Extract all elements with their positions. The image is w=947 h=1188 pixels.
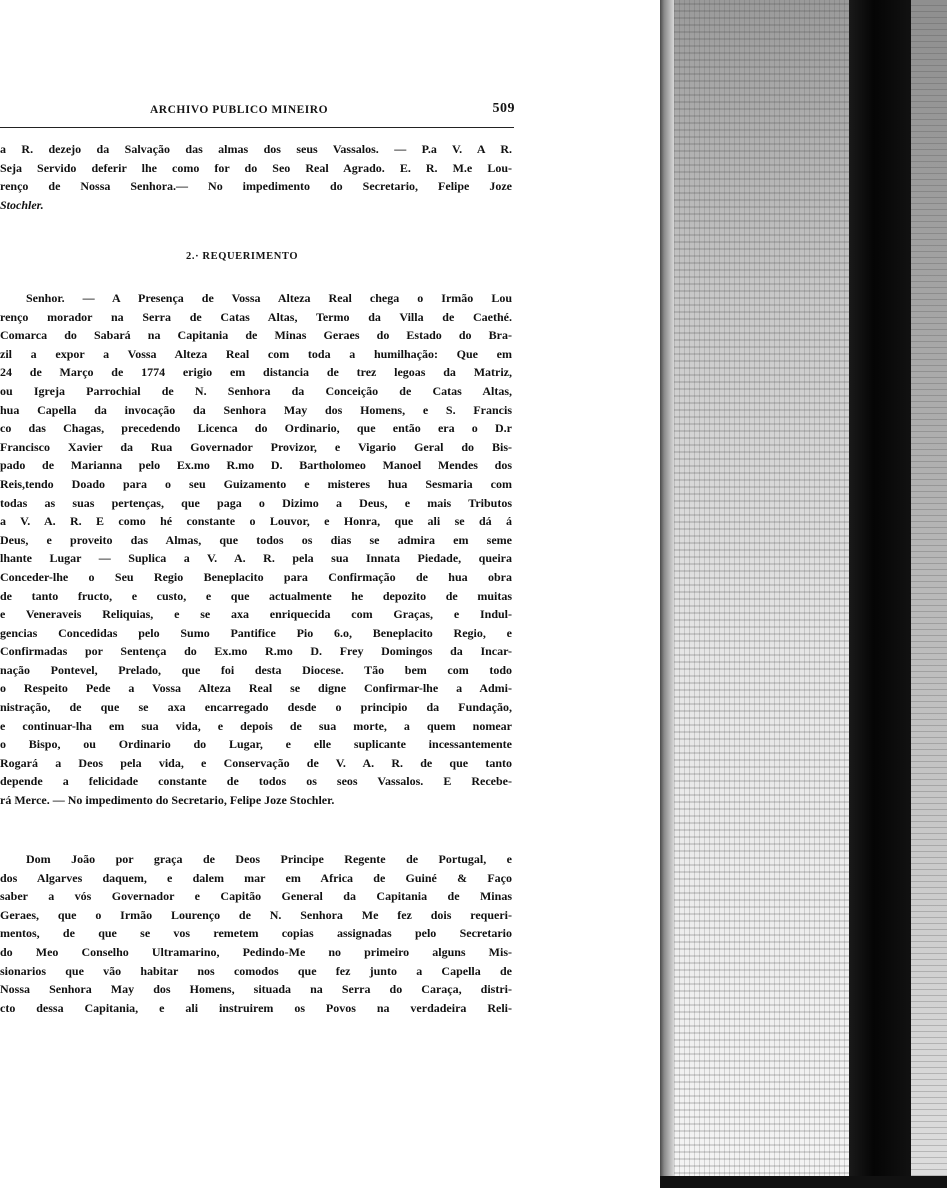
text-line: gencias Concedidas pelo Sumo Pantifice Pio 6.o, Beneplacito Regio, e <box>0 625 512 640</box>
text-line: depende a felicidade constante de todos os seos Vassalos. E Recebe- <box>0 774 512 789</box>
text-line: Rogará a Deos pela vida, e Conservação de V. A. R. de que tanto <box>0 755 512 770</box>
text-line: Geraes, que o Irmão Lourenço de N. Senhora Me fez dois requeri- <box>0 907 512 922</box>
scan-bottom-edge <box>660 1176 947 1188</box>
text-line: hua Capella da invocação da Senhora May dos Homens, e S. Francis <box>0 402 512 417</box>
scan-right-edge <box>911 0 947 1188</box>
text-line: todas as suas pertenças, que paga o Dizimo a Deus, e mais Tributos <box>0 495 512 510</box>
royal-letter-paragraph <box>0 850 512 1017</box>
text-line: Francisco Xavier da Rua Governador Provizor, e Vigario Geral do Bis- <box>0 439 512 454</box>
text-line: Deus, e proveito das Almas, que todos os dias se admira em seme <box>0 532 512 547</box>
text-line: sionarios que vão habitar nos comodos que fez junto a Capella de <box>0 963 512 978</box>
header-title: ARCHIVO PUBLICO MINEIRO <box>150 104 329 116</box>
text-line: Conceder-lhe o Seu Regio Beneplacito para Confirmação de hua obra <box>0 569 512 584</box>
text-line: dos Algarves daquem, e dalem mar em Africa de Guiné & Faço <box>0 870 512 885</box>
text-line: Stochler. <box>0 197 44 212</box>
text-line: cto dessa Capitania, e ali instruirem os Povos na verdadeira Reli- <box>0 1000 512 1015</box>
running-header <box>10 100 515 122</box>
section-heading: 2.· REQUERIMENTO <box>186 251 299 262</box>
text-line: saber a vós Governador e Capitão General da Capitania de Minas <box>0 889 512 904</box>
text-line: lhante Lugar — Suplica a V. A. R. pela sua Innata Piedade, queira <box>0 551 512 566</box>
binding-shadow-bar <box>849 0 911 1188</box>
text-line: nação Pontevel, Prelado, que foi desta Diocese. Tão bem com todo <box>0 662 512 677</box>
text-line: renço morador na Serra de Catas Altas, Termo da Villa de Caethé. <box>0 309 512 324</box>
text-line: e continuar-lha em sua vida, e depois de sua morte, a quem nomear <box>0 718 512 733</box>
text-line: Senhor. — A Presença de Vossa Alteza Real chega o Irmão Lou <box>26 291 512 305</box>
text-line: a V. A. R. E como hé constante o Louvor, e Honra, que ali se dá á <box>0 514 512 529</box>
text-line: Nossa Senhora May dos Homens, situada na Serra do Caraça, distri- <box>0 982 512 997</box>
text-line: co das Chagas, precedendo Licenca do Ordinario, que então era o D.r <box>0 421 512 436</box>
header-rule <box>0 127 514 128</box>
text-line: Dom João por graça de Deos Principe Regente de Portugal, e <box>26 852 512 866</box>
text-line: nistração, de que se axa encarregado desde o principio da Fundação, <box>0 700 512 715</box>
text-line: rá Merce. — No impedimento do Secretario, Felipe Joze Stochler. <box>0 793 335 808</box>
text-line: 24 de Março de 1774 erigio em distancia de trez legoas da Matriz, <box>0 365 512 380</box>
text-line: mentos, de que se vos remetem copias assignadas pelo Secretario <box>0 926 512 941</box>
text-line: de tanto fructo, e custo, e que actualmente he depozito de muitas <box>0 588 512 603</box>
text-line: a R. dezejo da Salvação das almas dos seus Vassalos. — P.a V. A R. <box>0 142 512 156</box>
text-line: ou Igreja Parrochial de N. Senhora da Conceição de Catas Altas, <box>0 383 512 398</box>
page-edge-shadow <box>660 0 674 1188</box>
intro-paragraph <box>0 140 512 214</box>
petition-paragraph <box>0 289 512 810</box>
text-line: Seja Servido deferir lhe como for do Seo Real Agrado. E. R. M.e Lou- <box>0 160 512 175</box>
text-line: zil a expor a Vossa Alteza Real com toda a humilhação: Que em <box>0 346 512 361</box>
text-line: o Respeito Pede a Vossa Alteza Real se digne Confirmar-lhe a Admi- <box>0 681 512 696</box>
text-line: Confirmadas por Sentença do Ex.mo R.mo D. Frey Domingos da Incar- <box>0 644 512 659</box>
text-line: o Bispo, ou Ordinario do Lugar, e elle suplicante incessantemente <box>0 737 512 752</box>
text-line: e Veneraveis Reliquias, e se axa enriquecida com Graças, e Indul- <box>0 607 512 622</box>
scan-noise-area <box>674 0 849 1188</box>
text-line: pado de Marianna pelo Ex.mo R.mo D. Bartholomeo Manoel Mendes dos <box>0 458 512 473</box>
page-number: 509 <box>492 101 515 116</box>
text-line: Reis,tendo Doado para o seu Guizamento e misteres hua Sesmaria com <box>0 476 512 491</box>
text-line: do Meo Conselho Ultramarino, Pedindo-Me no primeiro alguns Mis- <box>0 944 512 959</box>
text-line: renço de Nossa Senhora.— No impedimento do Secretario, Felipe Joze <box>0 179 512 194</box>
text-line: Comarca do Sabará na Capitania de Minas Geraes do Estado do Bra- <box>0 328 512 343</box>
